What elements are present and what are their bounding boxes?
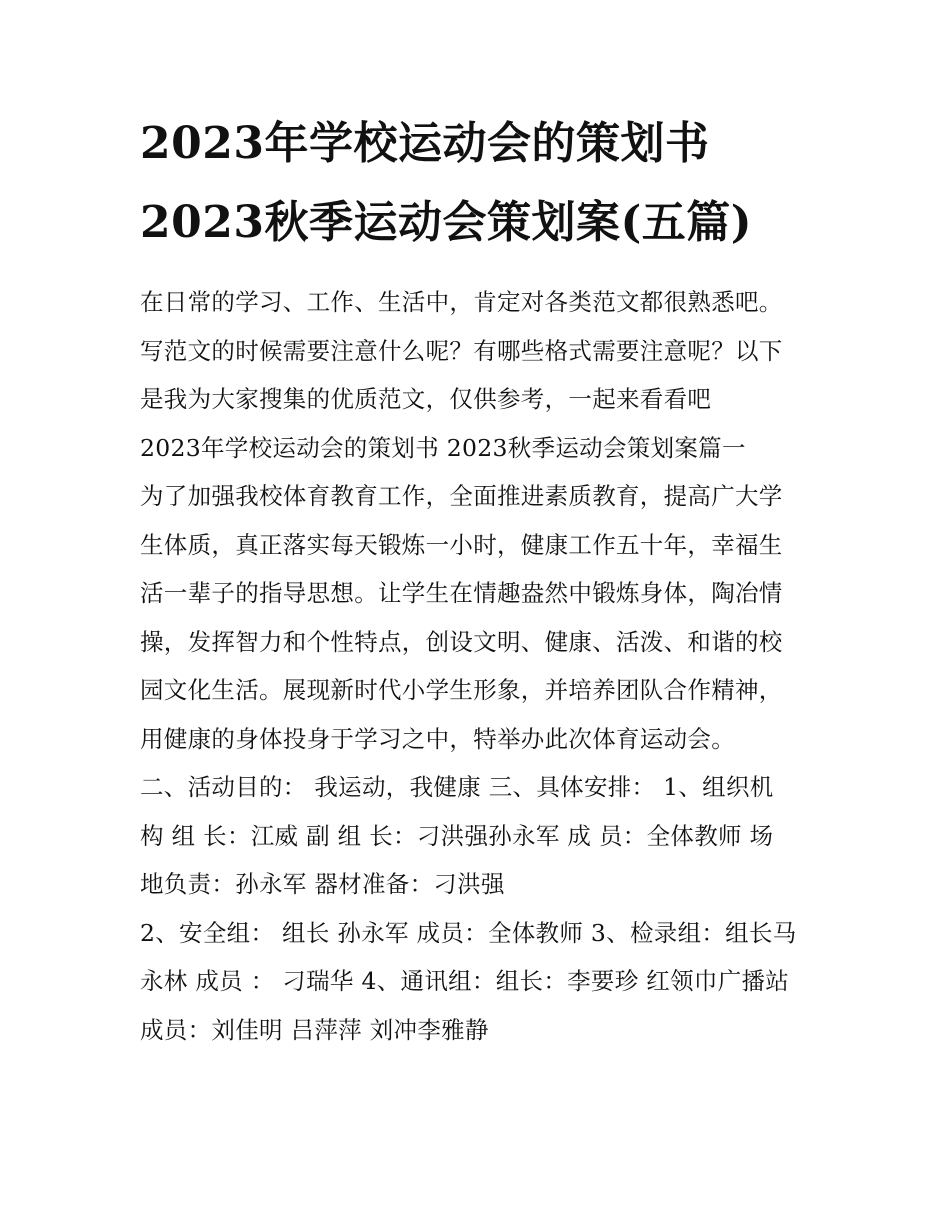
body-line: 二、活动目的： 我运动，我健康 三、具体安排： 1、组织机 [140,773,774,801]
body-line: 在日常的学习、工作、生活中，肯定对各类范文都很熟悉吧。 [140,288,783,316]
body-line: 写范文的时候需要注意什么呢？有哪些格式需要注意呢？以下 [140,336,783,365]
body-line: 生体质，真正落实每天锻炼一小时，健康工作五十年，幸福生 [140,530,783,559]
body-line: 地负责：孙永军 器材准备：刁洪强 [140,870,505,898]
section-heading: 2023年学校运动会的策划书 2023秋季运动会策划案篇一 [140,433,746,462]
body-line: 为了加强我校体育教育工作，全面推进素质教育，提高广大学 [140,482,783,510]
body-line: 操，发挥智力和个性特点，创设文明、健康、活泼、和谐的校 [140,627,783,656]
document-title-line-2: 2023秋季运动会策划案(五篇) [140,197,753,248]
document-title-line-1: 2023年学校运动会的策划书 [140,118,710,169]
body-line: 成员：刘佳明 吕萍萍 刘冲李雅静 [140,1015,489,1044]
body-line: 2、安全组： 组长 孙永军 成员：全体教师 3、检录组：组长马 [140,918,797,947]
document-body [140,278,820,1054]
body-line: 活一辈子的指导思想。让学生在情趣盎然中锻炼身体，陶冶情 [140,579,783,607]
body-line: 用健康的身体投身于学习之中，特举办此次体育运动会。 [140,724,735,753]
body-line: 永林 成员 ： 刁瑞华 4、通讯组：组长：李要珍 红领巾广播站 [140,967,790,995]
body-line: 是我为大家搜集的优质范文，仅供参考，一起来看看吧 [140,385,712,413]
body-line: 构 组 长：江威 副 组 长：刁洪强孙永军 成 员：全体教师 场 [140,821,774,850]
body-line: 园文化生活。展现新时代小学生形象，并培养团队合作精神， [140,676,783,704]
